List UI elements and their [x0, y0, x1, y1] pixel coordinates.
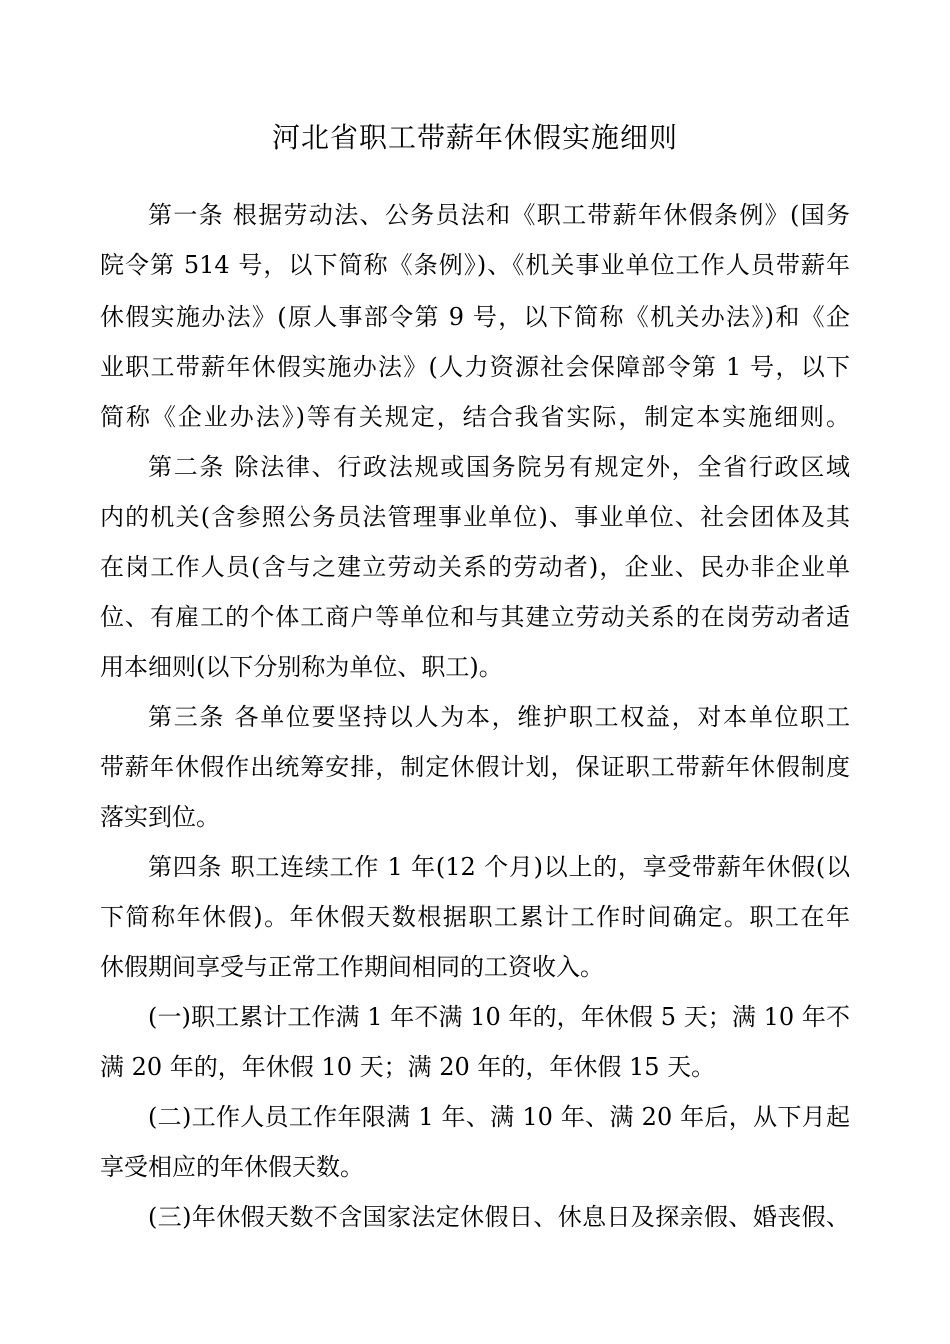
article-1-line-1: 第一条 根据劳动法、公务员法和《职工带薪年休假条例》(国务	[148, 201, 850, 229]
article-4-line-3: 休假期间享受与正常工作期间相同的工资收入。	[100, 953, 604, 981]
item-1-line-2: 满 20 年的，年休假 10 天；满 20 年的，年休假 15 天。	[100, 1053, 716, 1081]
article-1-line-5: 简称《企业办法》)等有关规定，结合我省实际，制定本实施细则。	[100, 403, 850, 431]
article-4-line-2: 下简称年休假)。年休假天数根据职工累计工作时间确定。职工在年	[100, 903, 850, 931]
item-2-line-2: 享受相应的年休假天数。	[100, 1153, 364, 1181]
article-1-line-2: 院令第 514 号，以下简称《条例》)、《机关事业单位工作人员带薪年	[100, 251, 850, 279]
article-2-line-1: 第二条 除法律、行政法规或国务院另有规定外，全省行政区域	[148, 453, 850, 481]
article-3-line-2: 带薪年休假作出统筹安排，制定休假计划，保证职工带薪年休假制度	[100, 753, 850, 781]
article-2-line-5: 用本细则(以下分别称为单位、职工)。	[100, 653, 503, 681]
article-2-line-2: 内的机关(含参照公务员法管理事业单位)、事业单位、社会团体及其	[100, 503, 850, 531]
article-4-line-1: 第四条 职工连续工作 1 年(12 个月)以上的，享受带薪年休假(以	[148, 853, 850, 881]
document-title: 河北省职工带薪年休假实施细则	[271, 121, 678, 154]
article-3-line-1: 第三条 各单位要坚持以人为本，维护职工权益，对本单位职工	[148, 703, 850, 731]
article-2-line-4: 位、有雇工的个体工商户等单位和与其建立劳动关系的在岗劳动者适	[100, 603, 850, 631]
item-1-line-1: (一)职工累计工作满 1 年不满 10 年的，年休假 5 天；满 10 年不	[148, 1003, 850, 1031]
item-2-line-1: (二)工作人员工作年限满 1 年、满 10 年、满 20 年后，从下月起	[148, 1103, 850, 1131]
article-1-line-4: 业职工带薪年休假实施办法》(人力资源社会保障部令第 1 号，以下	[100, 353, 850, 381]
article-3-line-3: 落实到位。	[100, 803, 220, 831]
article-1-line-3: 休假实施办法》(原人事部令第 9 号，以下简称《机关办法》)和《企	[100, 303, 850, 331]
article-2-line-3: 在岗工作人员(含与之建立劳动关系的劳动者)，企业、民办非企业单	[100, 553, 850, 581]
item-3-line-1: (三)年休假天数不含国家法定休假日、休息日及探亲假、婚丧假、	[148, 1203, 850, 1231]
